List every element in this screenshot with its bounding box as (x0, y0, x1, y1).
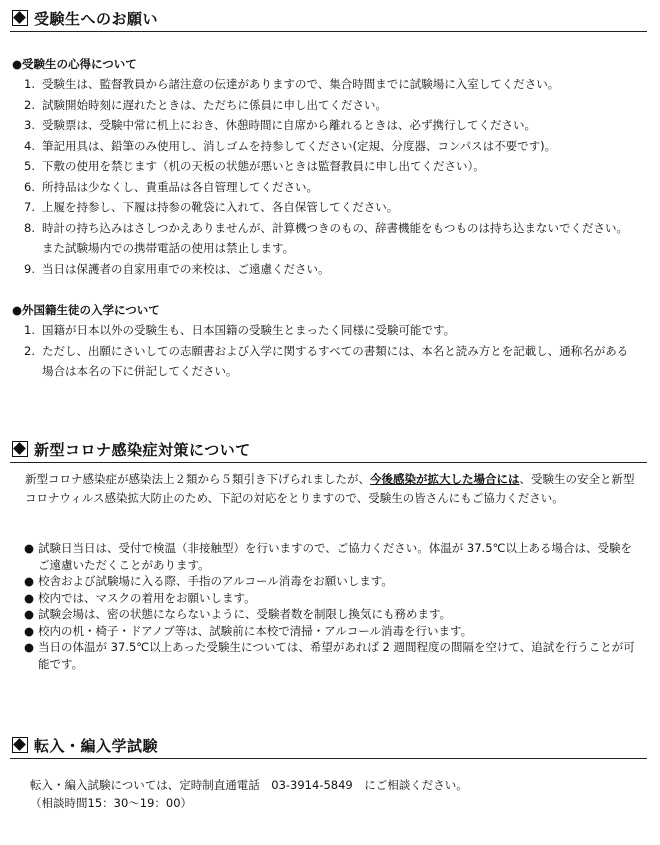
diamond-bullet-icon (12, 441, 28, 457)
list-item: 1. 国籍が日本以外の受験生も、日本国籍の受験生とまったく同様に受験可能です。 (24, 323, 456, 337)
list-item: ● 校舎および試験場に入る際、手指のアルコール消毒をお願いします。 (24, 574, 393, 588)
list-item: ● 試験日当日は、受付で検温（非接触型）を行いますので、ご協力ください。体温が 37.5℃以上ある場合は、受験をご遠慮いただくことがあります。 (24, 541, 632, 572)
bullet-icon: ● (24, 623, 35, 638)
list-item: 3. 受験票は、受験中常に机上におき、休憩時間に自席から離れるときは、必ず携行してください。 (24, 118, 537, 132)
covid-intro: 新型コロナ感染症が感染法上２類から５類引き下げられましたが、今後感染が拡大した場合には、受験生の安全と新型コロナウィルス感染拡大防止のため、下記の対応をとりますので、受験生の皆さんにもご協力ください。 (25, 472, 635, 505)
list-item: ● 当日の体温が 37.5℃以上あった受験生については、希望があれば 2 週間程度の間隔を空けて、追試を行うことが可能です。 (24, 640, 635, 671)
contact-line: 転入・編入試験については、定時制直通電話 03-3914-5849 にご相談ください。 (30, 778, 468, 792)
list-item: ● 校内の机・椅子・ドアノブ等は、試験前に本校で清掃・アルコール消毒を行います。 (24, 623, 473, 638)
covid-measures-list (24, 540, 636, 672)
bullet-icon: ● (24, 640, 35, 654)
list-item: 7. 上履を持参し、下履は持参の靴袋に入れて、各自保管してください。 (24, 200, 399, 214)
list-item: ● 試験会場は、密の状態にならないように、受験者数を制限し換気にも務めます。 (24, 607, 452, 621)
section-heading-covid (10, 436, 647, 463)
subheading-guidelines: ●受験生の心得について (12, 57, 137, 71)
bullet-icon: ● (24, 607, 35, 621)
section-heading-requests (10, 5, 647, 32)
list-item: 1. 受験生は、監督教員から諸注意の伝達がありますので、集合時間までに試験場に入室してください。 (24, 77, 560, 91)
list-item: 6. 所持品は少なくし、貴重品は各自管理してください。 (24, 179, 318, 194)
foreign-students-list (24, 320, 634, 382)
list-item: 2. 試験開始時刻に遅れたときは、ただちに係員に申し出てください。 (24, 97, 387, 112)
list-item: ● 校内では、マスクの着用をお願いします。 (24, 590, 256, 605)
guidelines-list (24, 74, 634, 279)
subheading-foreign-students: ●外国籍生徒の入学について (12, 303, 160, 317)
emphasis-text: 今後感染が拡大した場合には (370, 472, 520, 486)
section-title: 受験生へのお願い (34, 9, 159, 28)
section-title: 新型コロナ感染症対策について (34, 440, 251, 459)
bullet-icon: ● (24, 590, 35, 605)
list-item: 5. 下敷の使用を禁じます（机の天板の状態が悪いときは監督教員に申し出てください）。 (24, 159, 485, 173)
list-item: 8. 時計の持ち込みはさしつかえありませんが、計算機つきのもの、辞書機能をもつものは持ち込まないでください。また試験場内での携帯電話の使用は禁止します。 (24, 220, 629, 255)
section-title: 転入・編入学試験 (34, 736, 159, 755)
list-item: 2. ただし、出願にさいしての志願書および入学に関するすべての書類には、本名と読み方とを記載し、通称名がある場合は本名の下に併記してください。 (24, 343, 629, 378)
diamond-bullet-icon (12, 737, 28, 753)
list-item: 9. 当日は保護者の自家用車での来校は、ご遠慮ください。 (24, 261, 330, 276)
consultation-hours: （相談時間15：30～19：00） (30, 796, 193, 810)
bullet-icon: ● (24, 574, 35, 588)
list-item: 4. 筆記用具は、鉛筆のみ使用し、消しゴムを持参してください(定規、分度器、コンパスは不要です)。 (24, 138, 557, 153)
bullet-icon: ● (24, 541, 35, 555)
section-heading-transfer (10, 732, 647, 759)
diamond-bullet-icon (12, 10, 28, 26)
transfer-contact-info (30, 776, 630, 812)
